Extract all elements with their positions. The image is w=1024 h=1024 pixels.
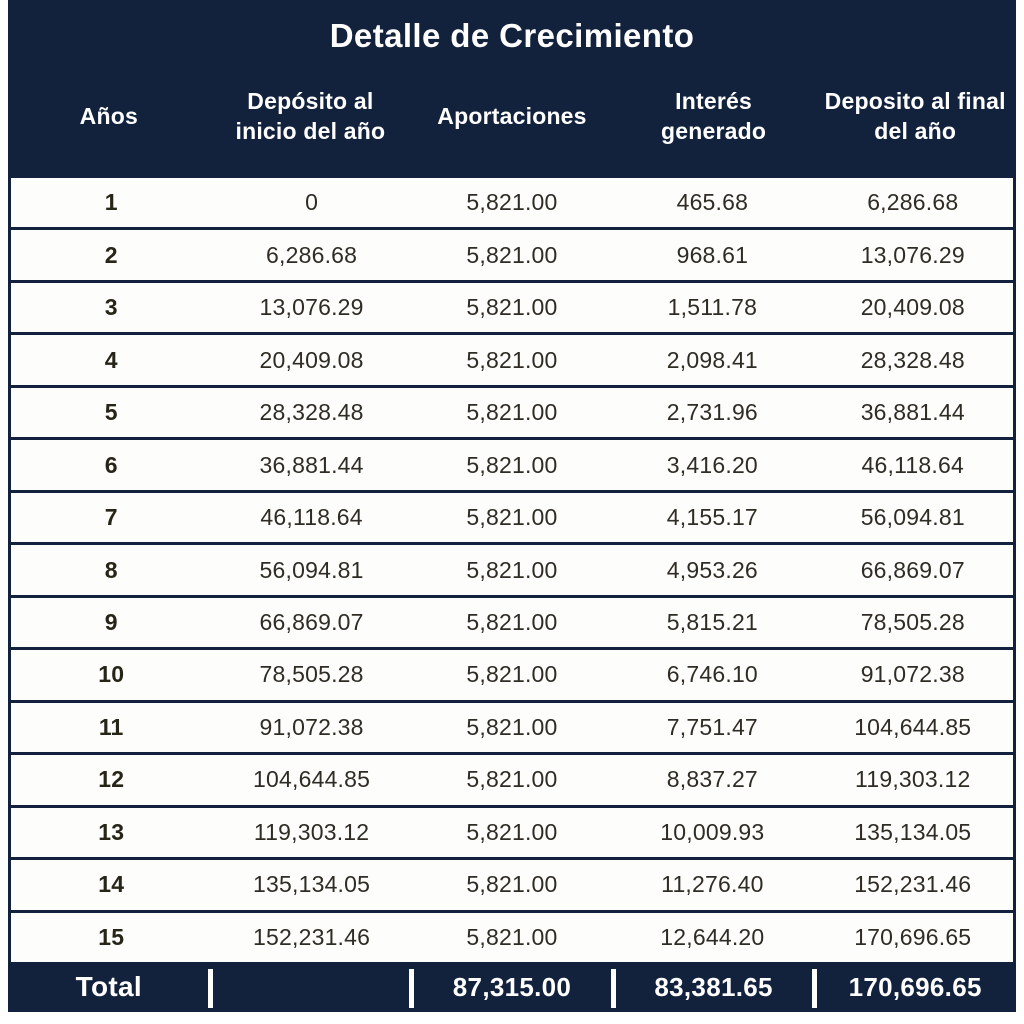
table-row — [11, 388, 1013, 440]
total-deposito-inicio — [210, 962, 412, 1012]
value-cell: 5,821.00 — [466, 608, 558, 635]
value-cell: 6,286.68 — [867, 189, 959, 216]
value-cell: 66,869.07 — [860, 556, 965, 583]
value-cell: 11,276.40 — [661, 871, 764, 898]
year-cell: 11 — [98, 713, 124, 740]
value-cell: 170,696.65 — [854, 923, 972, 950]
value-cell: 5,821.00 — [466, 346, 558, 373]
table-row — [11, 860, 1013, 912]
value-cell: 46,118.64 — [861, 451, 964, 478]
column-header-row — [8, 60, 1016, 172]
total-aportaciones: 87,315.00 — [411, 962, 613, 1012]
table-row — [11, 598, 1013, 650]
value-cell: 5,821.00 — [466, 189, 558, 216]
table-row — [11, 545, 1013, 597]
value-cell: 12,644.20 — [660, 923, 765, 950]
table-row — [11, 755, 1013, 807]
value-cell: 968.61 — [676, 241, 749, 268]
year-cell: 5 — [104, 399, 118, 426]
table-row — [11, 650, 1013, 702]
value-cell: 91,072.38 — [259, 713, 364, 740]
value-cell: 5,821.00 — [466, 871, 558, 898]
value-cell: 4,155.17 — [666, 504, 758, 531]
total-deposito-final: 170,696.65 — [814, 962, 1016, 1012]
value-cell: 135,134.05 — [854, 818, 972, 845]
column-header-deposito-final: Deposito al final del año — [824, 87, 1006, 144]
value-cell: 5,821.00 — [466, 294, 558, 321]
year-cell: 12 — [98, 766, 125, 793]
value-cell: 13,076.29 — [259, 294, 364, 321]
value-cell: 91,072.38 — [860, 661, 965, 688]
table-title: Detalle de Crecimiento — [329, 17, 695, 54]
value-cell: 56,094.81 — [259, 556, 364, 583]
value-cell: 5,821.00 — [466, 818, 558, 845]
value-cell: 28,328.48 — [860, 346, 965, 373]
value-cell: 119,303.12 — [253, 818, 370, 845]
value-cell: 1,511.78 — [667, 294, 758, 321]
value-cell: 152,231.46 — [854, 871, 972, 898]
value-cell: 104,644.85 — [854, 713, 972, 740]
value-cell: 7,751.47 — [666, 713, 758, 740]
year-cell: 3 — [104, 294, 118, 321]
value-cell: 5,815.21 — [666, 608, 758, 635]
table-row — [11, 230, 1013, 282]
table-row — [11, 283, 1013, 335]
column-header-interes-generado: Interés generado — [661, 87, 767, 144]
year-cell: 8 — [104, 556, 118, 583]
value-cell: 119,303.12 — [855, 766, 971, 793]
column-header-anos: Años — [79, 102, 138, 129]
growth-table — [8, 0, 1016, 1012]
year-cell: 7 — [104, 504, 118, 531]
value-cell: 5,821.00 — [466, 661, 558, 688]
table-row — [11, 913, 1013, 962]
value-cell: 20,409.08 — [259, 346, 364, 373]
value-cell: 5,821.00 — [466, 713, 558, 740]
value-cell: 135,134.05 — [253, 871, 371, 898]
year-cell: 2 — [104, 241, 118, 268]
value-cell: 78,505.28 — [860, 608, 965, 635]
table-row — [11, 335, 1013, 387]
value-cell: 0 — [305, 189, 319, 216]
table-row — [11, 703, 1013, 755]
value-cell: 28,328.48 — [259, 399, 364, 426]
value-cell: 78,505.28 — [259, 661, 364, 688]
value-cell: 10,009.93 — [660, 818, 765, 845]
value-cell: 5,821.00 — [466, 399, 558, 426]
value-cell: 5,821.00 — [466, 923, 558, 950]
value-cell: 104,644.85 — [253, 766, 371, 793]
value-cell: 4,953.26 — [666, 556, 758, 583]
value-cell: 20,409.08 — [860, 294, 965, 321]
value-cell: 13,076.29 — [860, 241, 965, 268]
value-cell: 465.68 — [676, 189, 749, 216]
column-header-deposito-inicio: Depósito al inicio del año — [235, 87, 386, 144]
table-header — [8, 0, 1016, 178]
total-interes-generado: 83,381.65 — [613, 962, 815, 1012]
value-cell: 5,821.00 — [466, 766, 558, 793]
table-body — [8, 178, 1016, 962]
year-cell: 14 — [98, 871, 125, 898]
year-cell: 6 — [104, 451, 118, 478]
table-row — [11, 808, 1013, 860]
total-row — [8, 962, 1016, 1012]
table-row — [11, 493, 1013, 545]
column-header-aportaciones: Aportaciones — [437, 102, 587, 129]
value-cell: 36,881.44 — [259, 451, 364, 478]
value-cell: 36,881.44 — [860, 399, 965, 426]
value-cell: 46,118.64 — [260, 504, 363, 531]
year-cell: 1 — [104, 189, 118, 216]
value-cell: 5,821.00 — [466, 556, 558, 583]
year-cell: 9 — [104, 608, 118, 635]
value-cell: 6,746.10 — [666, 661, 758, 688]
value-cell: 6,286.68 — [266, 241, 358, 268]
year-cell: 15 — [98, 923, 125, 950]
value-cell: 5,821.00 — [466, 451, 558, 478]
year-cell: 10 — [98, 661, 125, 688]
value-cell: 56,094.81 — [860, 504, 965, 531]
value-cell: 2,731.96 — [666, 399, 758, 426]
value-cell: 152,231.46 — [253, 923, 371, 950]
year-cell: 4 — [104, 346, 118, 373]
value-cell: 3,416.20 — [666, 451, 758, 478]
value-cell: 66,869.07 — [259, 608, 364, 635]
year-cell: 13 — [98, 818, 125, 845]
value-cell: 8,837.27 — [666, 766, 758, 793]
table-row — [11, 440, 1013, 492]
table-row — [11, 178, 1013, 230]
total-label: Total — [75, 971, 142, 1002]
value-cell: 5,821.00 — [466, 241, 558, 268]
value-cell: 5,821.00 — [466, 504, 558, 531]
value-cell: 2,098.41 — [666, 346, 758, 373]
